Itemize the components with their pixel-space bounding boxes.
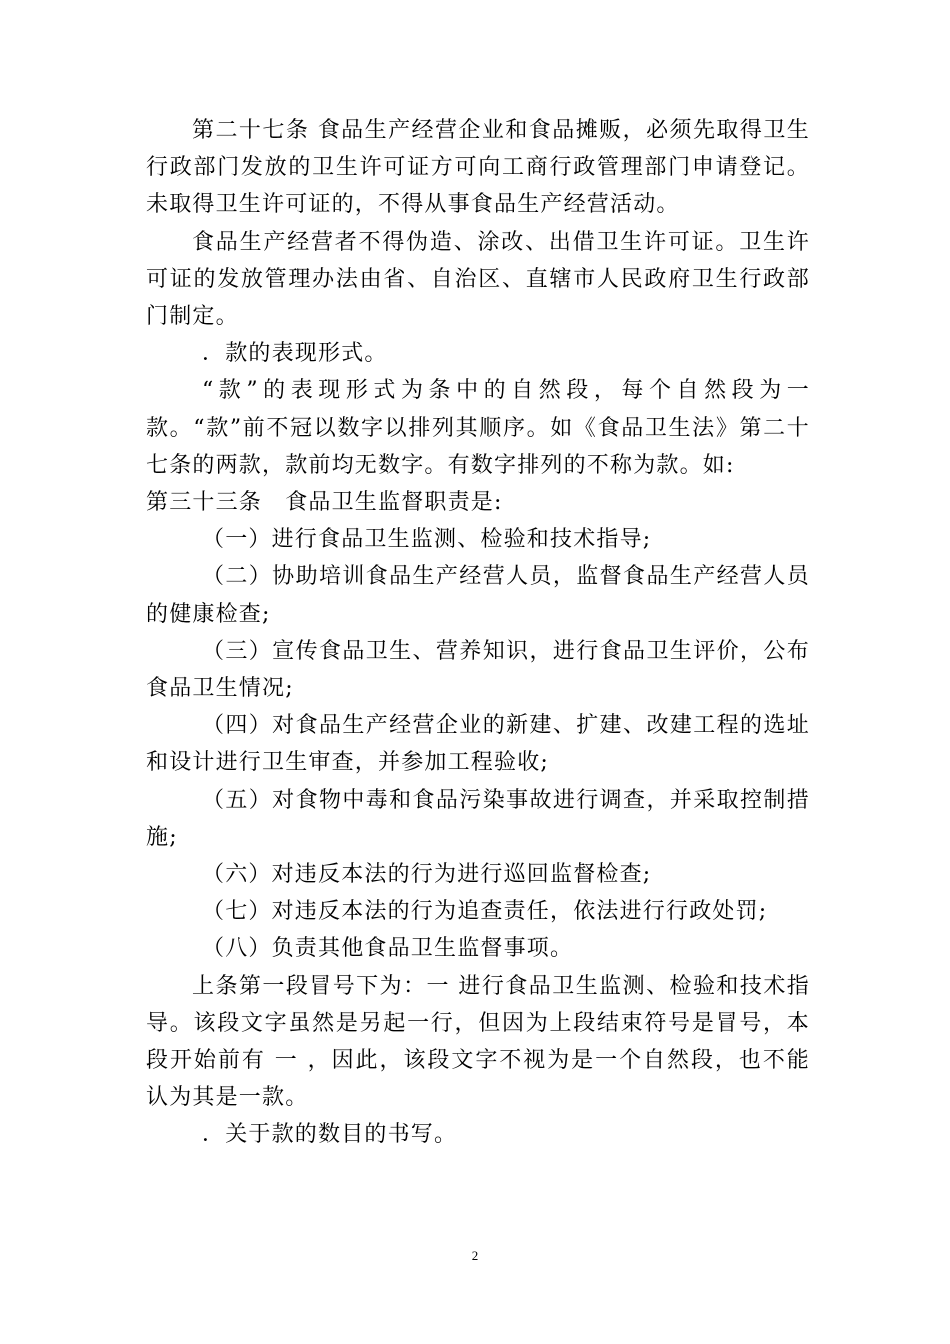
section-heading-clause-count: ．关于款的数目的书写。 [202,1122,458,1148]
list-item: （五）对食物中毒和食品污染事故进行调查，并采取控制措施; [146,787,810,850]
article-33-heading: 第三十三条 食品卫生监督职责是: [146,490,503,516]
article-27-paragraph-2: 食品生产经营者不得伪造、涂改、出借卫生许可证。卫生许可证的发放管理办法由省、自治区、直辖市人民政府卫生行政部门制定。 [146,229,810,330]
list-item: （三）宣传食品卫生、营养知识，进行食品卫生评价，公布食品卫生情况; [146,638,810,702]
list-item: （一）进行食品卫生监测、检验和技术指导; [202,527,652,553]
document-body [146,112,810,1154]
colon-paragraph-explanation: 上条第一段冒号下为：一 进行食品卫生监测、检验和技术指导。该段文字虽然是另起一行，但因为上段结束符号是冒号，本段开始前有 一 ，因此，该段文字不视为是一个自然段，也不能认为其是一款。 [146,973,810,1111]
list-item: （六）对违反本法的行为进行巡回监督检查; [202,862,652,888]
list-item: （七）对违反本法的行为追查责任，依法进行行政处罚; [202,899,768,925]
article-27-paragraph-1: 第二十七条 食品生产经营企业和食品摊贩，必须先取得卫生行政部门发放的卫生许可证方可向工商行政管理部门申请登记。未取得卫生许可证的，不得从事食品生产经营活动。 [146,118,810,218]
page-number: 2 [471,1248,479,1263]
article-33-items [146,521,810,967]
section-heading-clause-form: ．款的表现形式。 [202,341,388,367]
list-item: （四）对食品生产经营企业的新建、扩建、改建工程的选址和设计进行卫生审查，并参加工程验收; [146,713,810,776]
clause-form-explanation: “款”的表现形式为条中的自然段，每个自然段为一款。“款”前不冠以数字以排列其顺序。如《食品卫生法》第二十七条的两款，款前均无数字。有数字排列的不称为款。如: [146,378,810,478]
list-item: （二）协助培训食品生产经营人员，监督食品生产经营人员的健康检查; [146,564,810,627]
list-item: （八）负责其他食品卫生监督事项。 [202,936,574,962]
